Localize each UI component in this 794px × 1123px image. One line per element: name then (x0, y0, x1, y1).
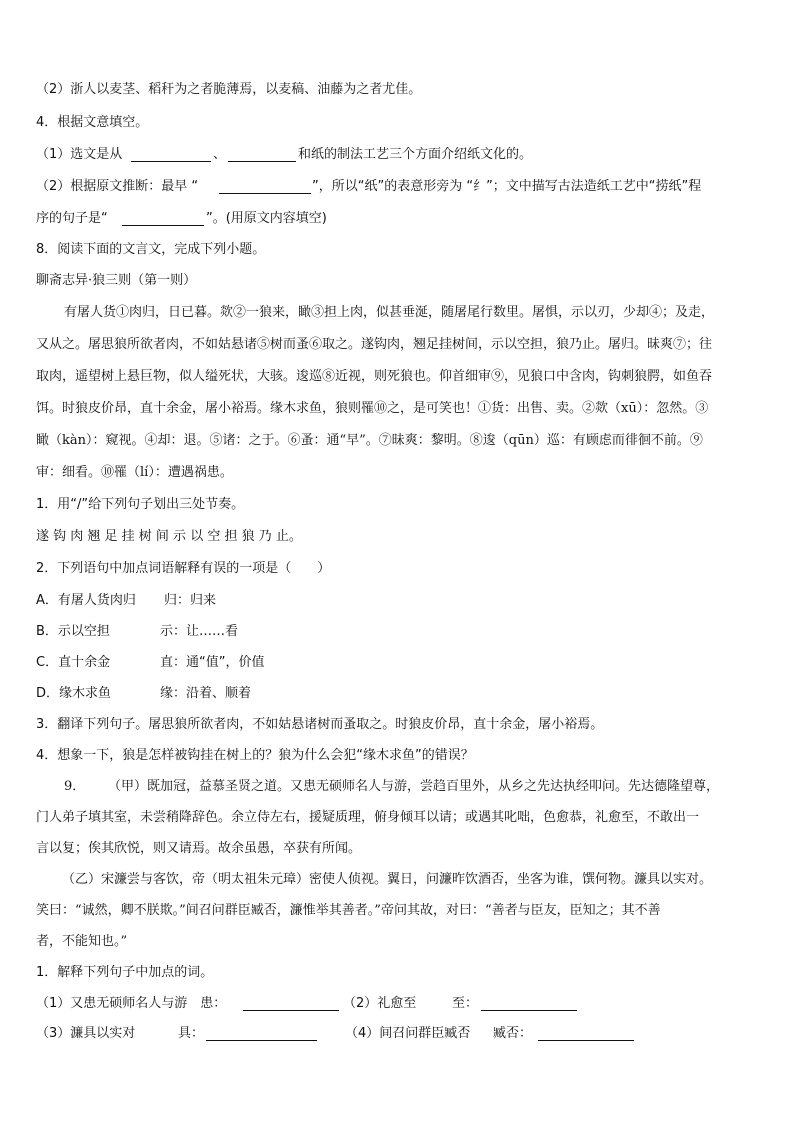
answer-blank[interactable] (131, 147, 211, 162)
fill-blank-line (0, 209, 794, 229)
answer-blank[interactable] (243, 996, 339, 1011)
question-text: （2）礼愈至 (343, 996, 417, 1011)
passage-line (0, 463, 794, 483)
answer-blank[interactable] (219, 179, 311, 194)
question-text: 1．解释下列句子中加点的词。 (36, 965, 214, 980)
choice-option-b[interactable] (0, 622, 794, 642)
question-heading (0, 113, 794, 133)
question-text: （1）又患无硕师名人与游 患： (36, 996, 227, 1011)
question-line (0, 746, 794, 766)
paragraph-text: （2）浙人以麦茎、稻秆为之者脆薄焉，以麦稿、油藤为之者尤佳。 (36, 82, 422, 97)
fill-blank-line (0, 1024, 794, 1044)
passage-text: 笑曰：“诚然，卿不朕欺。”间召问群臣臧否，濂惟举其善者。”帝问其故，对曰：“善者与臣友，臣知之；其不善 (36, 903, 661, 918)
question-number: 9． (64, 779, 86, 794)
question-text: ”。(用原文内容填空) (206, 211, 327, 226)
passage-text: 取肉，遥望树上悬巨物，似人缢死状，大骇。逡巡⑧近视，则死狼也。仰首细审⑨，见狼口中含肉，钩刺狼腭，如鱼吞 (36, 369, 713, 384)
option-text: C．直十余金 (36, 655, 111, 670)
option-explanation: 直：通“值”，价值 (160, 655, 265, 670)
option-text: B．示以空担 (36, 624, 110, 639)
question-line (0, 559, 794, 579)
fill-blank-line (0, 177, 794, 197)
passage-line (0, 839, 794, 859)
question-text: 和纸的制法工艺三个方面介绍纸文化的。 (298, 147, 533, 162)
passage-text: 瞰（kàn）：窥视。④却：退。⑤诸：之于。⑥蚤：通“早”。⑦昧爽：黎明。⑧逡（qūn）巡：有顾虑而徘徊不前。⑨ (36, 433, 703, 448)
answer-blank[interactable] (538, 1026, 634, 1041)
question-text: （2）根据原文推断：最早 “ (36, 179, 199, 194)
question-text: （1）选文是从 (36, 147, 123, 162)
question-text: 4．根据文意填空。 (36, 115, 149, 130)
question-line (0, 963, 794, 983)
question-text: 具： (178, 1026, 205, 1041)
sentence-to-mark: 遂 钩 肉 翘 足 挂 树 间 示 以 空 担 狼 乃 止。 (36, 529, 302, 544)
question-text: 臧否： (493, 1026, 533, 1041)
choice-option-d[interactable] (0, 684, 794, 704)
option-explanation: 缘：沿着、顺着 (160, 686, 252, 701)
passage-text: 饵。时狼皮价昂，直十余金，屠小裕焉。缘木求鱼，狼则罹⑩之，是可笑也！①货：出售、卖。②欻（xū）：忽然。③ (36, 401, 709, 416)
question-text: （4）间召问群臣臧否 (345, 1026, 471, 1041)
passage-line (0, 335, 794, 355)
choice-option-c[interactable] (0, 653, 794, 673)
passage-line (0, 870, 794, 890)
choice-option-a[interactable] (0, 591, 794, 611)
question-text: 3．翻译下列句子。屠思狼所欲者肉，不如姑悬诸树而蚤取之。时狼皮价昂，直十余金，屠小裕焉。 (36, 717, 604, 732)
passage-line (0, 932, 794, 952)
passage-title (0, 271, 794, 291)
question-text: 2．下列语句中加点词语解释有误的一项是（ ） (36, 561, 331, 576)
passage-line (0, 431, 794, 451)
option-explanation: 归：归来 (164, 593, 217, 608)
fill-blank-line (0, 994, 794, 1014)
question-text: 8．阅读下面的文言文，完成下列小题。 (36, 242, 266, 257)
passage-text: 有屠人货①肉归，日已暮。欻②一狼来，瞰③担上肉，似甚垂涎，随屠尾行数里。屠惧，示以刃，少却④；及走， (64, 305, 715, 320)
text-line (0, 80, 794, 100)
option-text: D．缘木求鱼 (36, 686, 112, 701)
answer-blank[interactable] (228, 147, 296, 162)
question-text: 1．用“/”给下列句子划出三处节奏。 (36, 497, 245, 512)
section-heading (0, 240, 794, 260)
question-line (0, 495, 794, 515)
answer-blank[interactable] (206, 1026, 317, 1041)
passage-line (0, 777, 794, 797)
question-text: 4．想象一下，狼是怎样被钩挂在树上的？狼为什么会犯“缘木求鱼”的错误？ (36, 748, 474, 763)
passage-text: 门人弟子填其室，未尝稍降辞色。余立侍左右，援疑质理，俯身倾耳以请；或遇其叱咄，色愈恭，礼愈至，不敢出一 (36, 810, 700, 825)
passage-line (0, 808, 794, 828)
question-text: （3）濂具以实对 (36, 1026, 136, 1041)
passage-text: 又从之。屠思狼所欲者肉，不如姑悬诸⑤树而蚤⑥取之。遂钩肉，翘足挂树间，示以空担，狼乃止。屠归。昧爽⑦；往 (36, 337, 713, 352)
option-text: A．有屠人货肉归 (36, 593, 136, 608)
question-text: 至： (452, 996, 479, 1011)
passage-text: 审：细看。⑩罹（lí）：遭遇祸患。 (36, 465, 233, 480)
passage-line (0, 901, 794, 921)
passage-text: 者，不能知也。” (36, 934, 128, 949)
answer-blank[interactable] (481, 996, 577, 1011)
passage-text: （乙）宋濂尝与客饮，帝（明太祖朱元璋）密使人侦视。翼日，问濂昨饮酒否，坐客为谁，馔何物。濂具以实对。 (62, 872, 713, 887)
question-text: ”，所以“纸”的表意形旁为 “纟”；文中描写古法造纸工艺中“捞纸”程 (312, 179, 702, 194)
passage-text: （甲）既加冠，益慕圣贤之道。又患无硕师名人与游，尝趋百里外，从乡之先达执经叩问。先达德隆望尊， (108, 779, 720, 794)
passage-line (0, 367, 794, 387)
question-line (0, 527, 794, 547)
title-text: 聊斋志异·狼三则（第一则） (36, 273, 197, 288)
question-text: 序的句子是“ (36, 211, 108, 226)
option-explanation: 示：让……看 (160, 624, 239, 639)
passage-text: 言以复；俟其欣悦，则又请焉。故余虽愚，卒获有所闻。 (36, 841, 362, 856)
question-text: 、 (213, 147, 227, 162)
question-line (0, 715, 794, 735)
passage-line (0, 399, 794, 419)
answer-blank[interactable] (122, 211, 204, 226)
passage-line (0, 303, 794, 323)
fill-blank-line (0, 145, 794, 165)
